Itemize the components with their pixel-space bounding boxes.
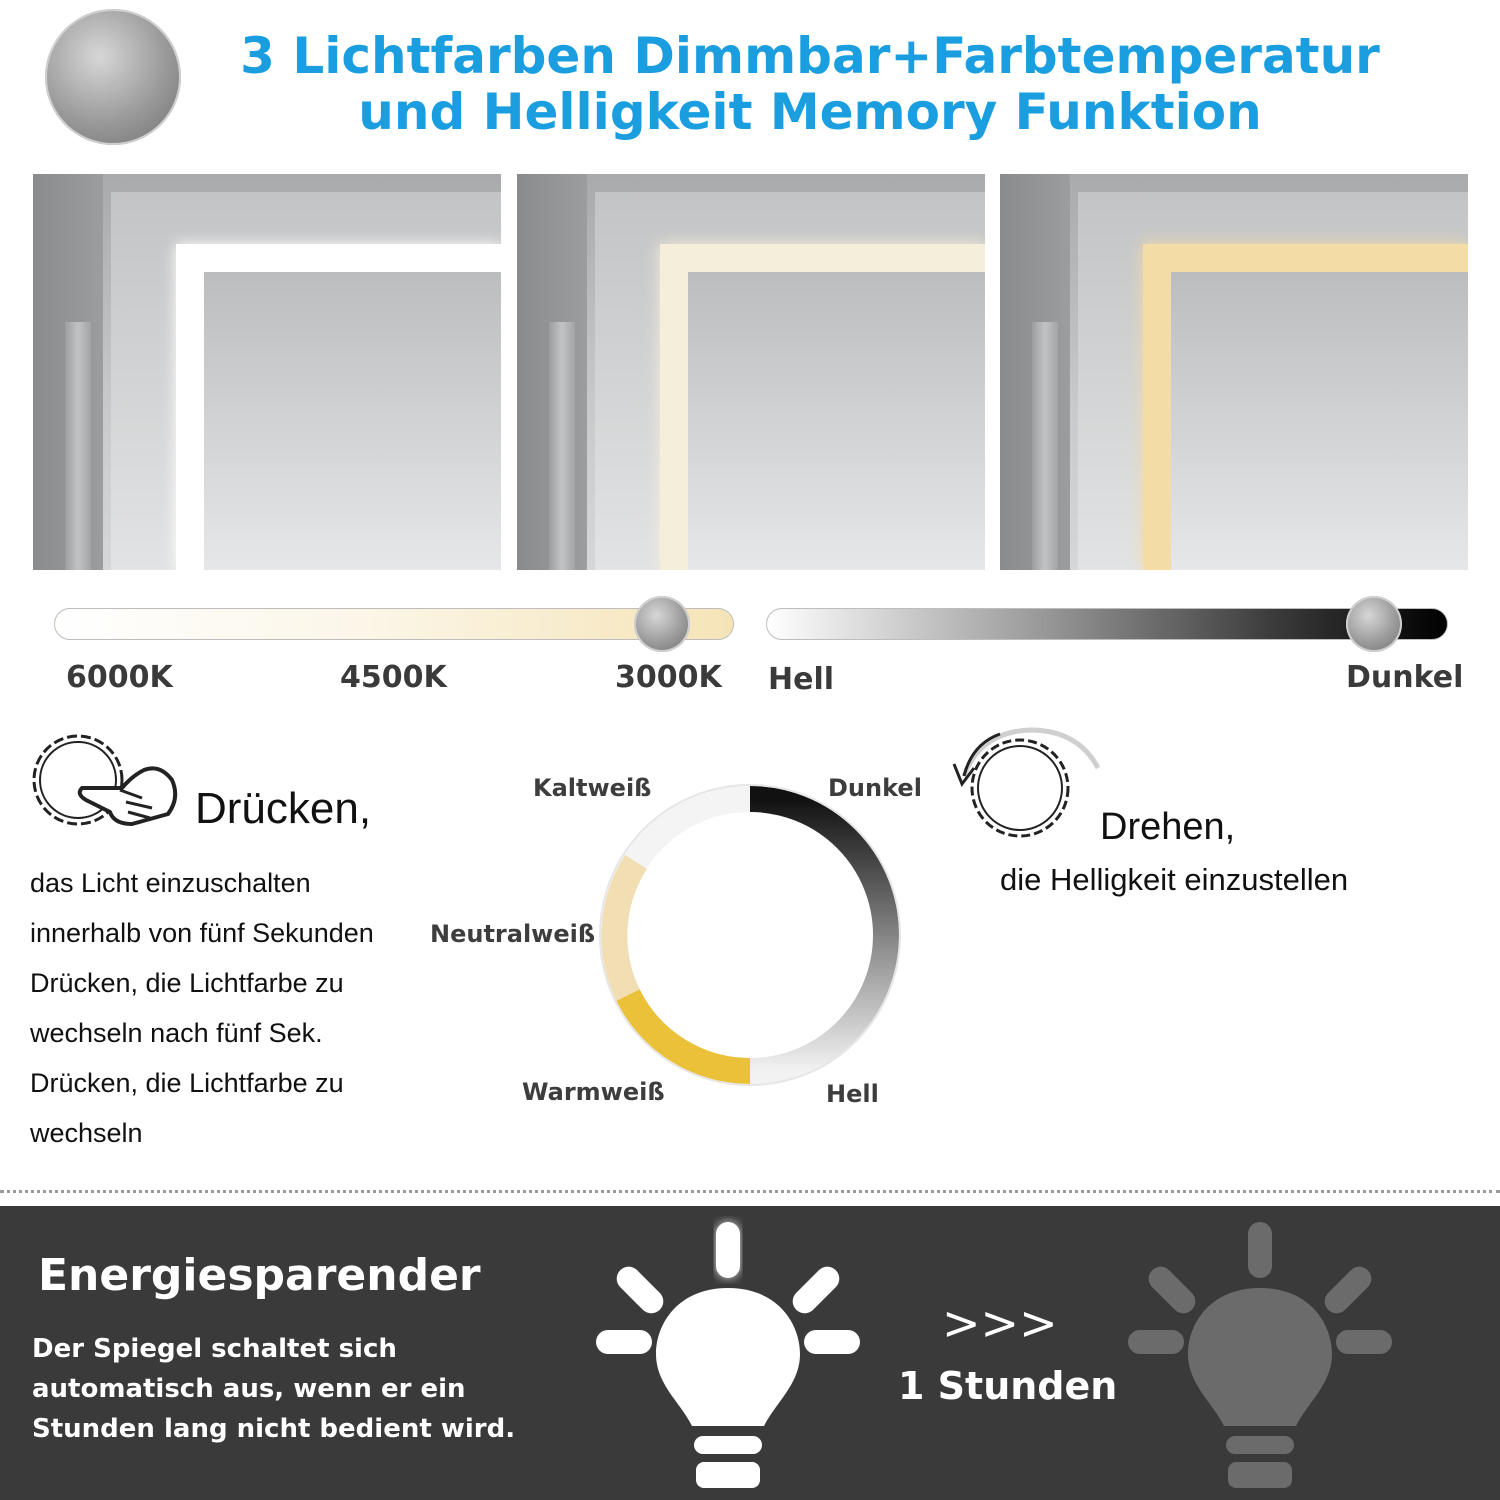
energy-line-2: automatisch aus, wenn er ein — [32, 1374, 466, 1404]
color-temp-slider-track[interactable] — [54, 608, 734, 640]
temp-label-3000k: 3000K — [615, 660, 722, 695]
rotate-heading: Drehen, — [1100, 806, 1236, 848]
color-temp-slider-knob[interactable] — [634, 596, 690, 652]
ring-label-kaltweiss: Kaltweiß — [533, 774, 652, 802]
press-line-4: wechseln nach fünf Sek. — [30, 1018, 323, 1048]
press-line-6: wechseln — [30, 1118, 143, 1148]
ring-label-hell: Hell — [826, 1080, 879, 1108]
press-line-3: Drücken, die Lichtfarbe zu — [30, 968, 344, 998]
energy-line-3: Stunden lang nicht bedient wird. — [32, 1414, 516, 1444]
energy-line-1: Der Spiegel schaltet sich — [32, 1334, 397, 1364]
transition-arrows: >>> — [942, 1296, 1058, 1350]
brightness-label-hell: Hell — [768, 662, 835, 697]
temp-label-6000k: 6000K — [66, 660, 173, 695]
section-divider — [0, 1190, 1500, 1193]
temp-label-4500k: 4500K — [340, 660, 447, 695]
energy-title: Energiesparender — [38, 1250, 481, 1301]
mirror-panel-neutral — [517, 174, 985, 570]
ring-label-warmweiss: Warmweiß — [522, 1078, 665, 1106]
mirror-panel-warm — [1000, 174, 1468, 570]
hand-press-icon — [22, 728, 184, 840]
page-title-line1: 3 Lichtfarben Dimmbar+Farbtemperatur — [240, 27, 1380, 85]
rotate-line: die Helligkeit einzustellen — [1000, 862, 1349, 897]
light-mode-ring — [595, 780, 905, 1090]
brightness-slider-knob[interactable] — [1346, 596, 1402, 652]
brightness-label-dunkel: Dunkel — [1346, 660, 1464, 695]
ring-label-dunkel: Dunkel — [828, 774, 922, 802]
lightbulb-on-icon — [590, 1212, 870, 1494]
press-line-5: Drücken, die Lichtfarbe zu — [30, 1068, 344, 1098]
press-line-2: innerhalb von fünf Sekunden — [30, 918, 374, 948]
page-title-line2: und Helligkeit Memory Funktion — [358, 83, 1262, 141]
press-heading: Drücken, — [195, 784, 372, 833]
rotate-icon — [940, 724, 1110, 844]
mirror-panel-cool — [33, 174, 501, 570]
timeout-duration: 1 Stunden — [898, 1364, 1118, 1408]
ring-label-neutralweiss: Neutralweiß — [430, 920, 596, 948]
lightbulb-off-icon — [1122, 1212, 1402, 1494]
press-line-1: das Licht einzuschalten — [30, 868, 311, 898]
